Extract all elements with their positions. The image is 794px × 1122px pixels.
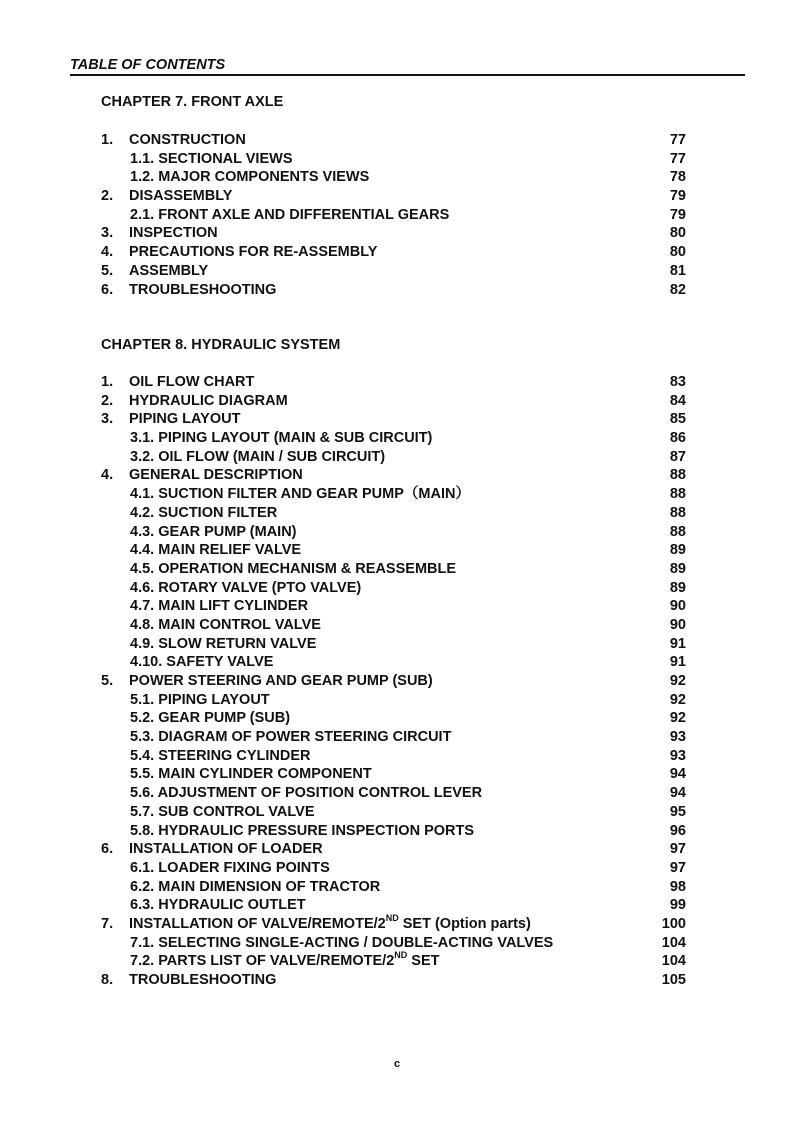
- toc-entry-page: 82: [669, 281, 686, 298]
- toc-entry-number: 8.: [101, 972, 114, 988]
- toc-entry-page: 94: [669, 766, 686, 783]
- toc-entry-title-text: 4.8. MAIN CONTROL VALVE: [130, 616, 321, 633]
- toc-entry[interactable]: [101, 616, 686, 635]
- toc-entry-title-text: 5.2. GEAR PUMP (SUB): [130, 710, 291, 727]
- toc-entry[interactable]: [101, 915, 686, 934]
- toc-entry-page: 81: [669, 262, 686, 279]
- toc-entry[interactable]: [101, 560, 686, 579]
- toc-entry-title-text: 3.1. PIPING LAYOUT (MAIN & SUB CIRCUIT): [130, 430, 433, 447]
- toc-entry-number: 4.: [101, 244, 114, 261]
- toc-entry-superscript: ND: [394, 950, 408, 961]
- toc-entry-title-text: 5.3. DIAGRAM OF POWER STEERING CIRCUIT: [130, 729, 452, 746]
- toc-entry-number: 1.: [101, 132, 114, 148]
- toc-entry-title-text: 3.2. OIL FLOW (MAIN / SUB CIRCUIT): [130, 448, 386, 465]
- toc-entry[interactable]: [101, 653, 686, 672]
- toc-entry-page: 88: [669, 486, 686, 503]
- toc-entry-page: 80: [669, 225, 686, 242]
- toc-entry[interactable]: [101, 952, 686, 971]
- toc-entry-title-text: TROUBLESHOOTING: [129, 281, 277, 298]
- toc-entry-title: [129, 187, 232, 206]
- toc-entry-title: [130, 728, 451, 747]
- toc-entry-page: 97: [669, 841, 686, 858]
- toc-entry[interactable]: [101, 765, 686, 784]
- toc-entry[interactable]: [101, 150, 686, 169]
- toc-entry-page: 99: [669, 897, 686, 914]
- toc-entry[interactable]: [101, 523, 686, 542]
- toc-entry-title: [129, 262, 208, 281]
- toc-entry-page: 89: [669, 542, 686, 559]
- toc-entry-page: 89: [669, 579, 686, 596]
- toc-entry[interactable]: [101, 206, 686, 225]
- toc-entry-title-text: INSTALLATION OF LOADER: [129, 841, 323, 858]
- toc-entry-title-text: 4.9. SLOW RETURN VALVE: [130, 635, 317, 652]
- toc-entry-title: [130, 429, 432, 448]
- toc-entry-page: 80: [669, 244, 686, 261]
- toc-entry-page: 104: [661, 953, 686, 970]
- toc-entry-title-text: 6.2. MAIN DIMENSION OF TRACTOR: [130, 878, 381, 895]
- chapter-8-toc: [101, 373, 686, 990]
- toc-entry[interactable]: [101, 597, 686, 616]
- toc-entry[interactable]: [101, 691, 686, 710]
- toc-entry-title-text: INSTALLATION OF VALVE/REMOTE/2: [129, 915, 386, 932]
- toc-entry-page: 94: [669, 785, 686, 802]
- toc-entry[interactable]: [101, 840, 686, 859]
- toc-entry-page: 77: [669, 132, 686, 148]
- toc-entry-title-text: 4.5. OPERATION MECHANISM & REASSEMBLE: [130, 560, 457, 577]
- toc-entry-title-text: 4.2. SUCTION FILTER: [130, 504, 278, 521]
- toc-entry-page: 87: [669, 448, 686, 465]
- toc-entry-page: 78: [669, 169, 686, 186]
- toc-entry-number: 3.: [101, 411, 114, 428]
- toc-entry-title-text: CONSTRUCTION: [129, 132, 246, 148]
- toc-entry-title-text: GENERAL DESCRIPTION: [129, 467, 303, 484]
- toc-entry-title: [130, 541, 301, 560]
- toc-entry-title: [130, 691, 270, 710]
- toc-entry[interactable]: [101, 448, 686, 467]
- toc-entry[interactable]: [101, 262, 686, 281]
- toc-entry-title-text: 1.2. MAJOR COMPONENTS VIEWS: [130, 169, 370, 186]
- toc-entry[interactable]: [101, 373, 686, 392]
- toc-entry-page: 100: [661, 915, 686, 932]
- toc-entry-page: 79: [669, 206, 686, 223]
- toc-entry[interactable]: [101, 971, 686, 990]
- toc-entry-title: [129, 840, 323, 859]
- toc-entry-title: [130, 150, 293, 169]
- toc-entry-title-text: 5.4. STEERING CYLINDER: [130, 747, 311, 764]
- toc-entry-title: [130, 485, 470, 504]
- toc-entry-title: [130, 653, 273, 672]
- toc-entry-title-text: 7.1. SELECTING SINGLE-ACTING / DOUBLE-ACTING VALVES: [130, 934, 554, 951]
- toc-entry-title-text: PIPING LAYOUT: [129, 411, 241, 428]
- toc-entry-title: [130, 560, 456, 579]
- toc-entry-page: 96: [669, 822, 686, 839]
- toc-entry-title-text: 4.7. MAIN LIFT CYLINDER: [130, 598, 309, 615]
- toc-entry-title: [129, 224, 218, 243]
- toc-entry-title: [130, 822, 474, 841]
- toc-entry[interactable]: [101, 579, 686, 598]
- toc-entry-title: [129, 373, 254, 392]
- toc-entry-title: [129, 131, 246, 150]
- toc-entry-page: 105: [661, 972, 686, 988]
- page-number: c: [393, 1058, 401, 1070]
- toc-entry-page: 85: [669, 411, 686, 428]
- toc-entry[interactable]: [101, 635, 686, 654]
- toc-entry-title: [130, 523, 297, 542]
- toc-entry-title-text: HYDRAULIC DIAGRAM: [129, 392, 288, 409]
- toc-entry-title-text: TROUBLESHOOTING: [129, 972, 277, 988]
- toc-entry-page: 86: [669, 430, 686, 447]
- toc-entry-number: 1.: [101, 374, 114, 390]
- toc-entry[interactable]: [101, 747, 686, 766]
- toc-entry[interactable]: [101, 784, 686, 803]
- toc-entry-superscript: ND: [385, 913, 399, 924]
- chapter-8-heading: CHAPTER 8. HYDRAULIC SYSTEM: [101, 337, 341, 353]
- toc-entry[interactable]: [101, 485, 686, 504]
- toc-entry[interactable]: [101, 429, 686, 448]
- toc-entry-number: 5.: [101, 262, 114, 279]
- toc-entry[interactable]: [101, 878, 686, 897]
- toc-entry[interactable]: [101, 392, 686, 411]
- toc-entry-title: [130, 803, 315, 822]
- toc-entry-title: [130, 859, 330, 878]
- toc-entry-page: 98: [669, 878, 686, 895]
- toc-entry-page: 88: [669, 504, 686, 521]
- toc-entry[interactable]: [101, 243, 686, 262]
- toc-header: [70, 56, 745, 76]
- toc-entry[interactable]: [101, 466, 686, 485]
- toc-entry-title: [129, 672, 433, 691]
- toc-entry-title: [130, 504, 277, 523]
- toc-entry-title: [129, 466, 303, 485]
- toc-entry-title: [129, 392, 288, 411]
- chapter-7-heading: CHAPTER 7. FRONT AXLE: [101, 94, 284, 110]
- toc-entry-page: 84: [669, 392, 686, 409]
- toc-entry[interactable]: [101, 224, 686, 243]
- toc-entry[interactable]: [101, 709, 686, 728]
- toc-entry-title-text: ASSEMBLY: [129, 262, 209, 279]
- toc-entry-page: 88: [669, 523, 686, 540]
- toc-entry[interactable]: [101, 672, 686, 691]
- toc-entry-title: [130, 448, 385, 467]
- toc-entry-page: 95: [669, 803, 686, 820]
- toc-entry-title-suffix: SET: [407, 953, 440, 970]
- toc-entry[interactable]: [101, 728, 686, 747]
- toc-entry-title: [130, 597, 308, 616]
- toc-entry-title: [130, 896, 306, 915]
- toc-entry[interactable]: [101, 187, 686, 206]
- toc-entry-title-text: INSPECTION: [129, 225, 218, 242]
- toc-entry[interactable]: [101, 281, 686, 300]
- toc-entry-number: 4.: [101, 467, 114, 484]
- toc-entry-number: 7.: [101, 915, 114, 932]
- toc-entry-title-text: PRECAUTIONS FOR RE-ASSEMBLY: [129, 244, 378, 261]
- toc-entry-title: [130, 765, 372, 784]
- toc-entry-title: [130, 579, 361, 598]
- toc-entry-page: 104: [661, 934, 686, 951]
- toc-entry-page: 89: [669, 560, 686, 577]
- toc-entry-title-text: 5.7. SUB CONTROL VALVE: [130, 803, 315, 820]
- toc-entry-title: [130, 709, 290, 728]
- toc-entry-title: [130, 934, 553, 953]
- toc-entry-page: 91: [669, 654, 686, 671]
- toc-entry[interactable]: [101, 822, 686, 841]
- toc-entry[interactable]: [101, 504, 686, 523]
- toc-entry[interactable]: [101, 410, 686, 429]
- toc-entry-page: 92: [669, 673, 686, 689]
- toc-entry-title-text: 5.6. ADJUSTMENT OF POSITION CONTROL LEVER: [130, 785, 483, 802]
- toc-entry-page: 92: [669, 691, 686, 708]
- toc-entry[interactable]: [101, 131, 686, 150]
- toc-entry-page: 92: [669, 710, 686, 727]
- toc-entry-title: [129, 243, 377, 262]
- toc-entry-title-text: OIL FLOW CHART: [129, 374, 255, 390]
- toc-entry-number: 2.: [101, 188, 114, 205]
- chapter-7-toc: [101, 131, 686, 299]
- toc-entry-title-text: 4.1. SUCTION FILTER AND GEAR PUMP（MAIN）: [130, 486, 470, 503]
- toc-entry[interactable]: [101, 541, 686, 560]
- toc-entry-page: 93: [669, 747, 686, 764]
- toc-entry-page: 88: [669, 467, 686, 484]
- toc-entry-title-text: 4.10. SAFETY VALVE: [130, 654, 274, 671]
- toc-entry[interactable]: [101, 168, 686, 187]
- toc-entry-title-text: 2.1. FRONT AXLE AND DIFFERENTIAL GEARS: [130, 206, 450, 223]
- toc-entry-title-text: 5.8. HYDRAULIC PRESSURE INSPECTION PORTS: [130, 822, 475, 839]
- toc-entry-title-suffix: SET (Option parts): [398, 915, 531, 932]
- toc-entry-title: [129, 410, 240, 429]
- toc-entry-title-text: 5.5. MAIN CYLINDER COMPONENT: [130, 766, 372, 783]
- toc-entry-title-text: 4.3. GEAR PUMP (MAIN): [130, 523, 297, 540]
- toc-entry-page: 93: [669, 729, 686, 746]
- toc-entry-title: [130, 878, 380, 897]
- toc-entry-title: [130, 168, 369, 187]
- toc-entry-title-text: POWER STEERING AND GEAR PUMP (SUB): [129, 673, 433, 689]
- page-title: TABLE OF CONTENTS: [70, 57, 226, 73]
- toc-entry-title: [130, 747, 310, 766]
- toc-entry-title: [130, 206, 449, 225]
- toc-entry-page: 97: [669, 859, 686, 876]
- toc-entry-title-text: 4.6. ROTARY VALVE (PTO VALVE): [130, 579, 362, 596]
- toc-entry[interactable]: [101, 859, 686, 878]
- toc-entry-title: [130, 952, 440, 971]
- toc-entry-title: [130, 635, 316, 654]
- toc-entry-number: 5.: [101, 673, 114, 689]
- toc-entry-title-text: 6.3. HYDRAULIC OUTLET: [130, 897, 306, 914]
- toc-entry-title: [129, 281, 276, 300]
- toc-entry[interactable]: [101, 803, 686, 822]
- toc-entry-number: 2.: [101, 392, 114, 409]
- toc-entry-number: 3.: [101, 225, 114, 242]
- toc-entry-title-text: 1.1. SECTIONAL VIEWS: [130, 150, 293, 167]
- toc-entry-title: [129, 971, 276, 990]
- toc-entry-title: [130, 784, 482, 803]
- toc-entry-page: 77: [669, 150, 686, 167]
- toc-entry-page: 90: [669, 616, 686, 633]
- toc-entry-page: 91: [669, 635, 686, 652]
- toc-entry-page: 79: [669, 188, 686, 205]
- toc-entry-title-text: 6.1. LOADER FIXING POINTS: [130, 859, 330, 876]
- toc-entry-page: 83: [669, 374, 686, 390]
- toc-entry-title: [130, 616, 321, 635]
- toc-entry-title-text: 5.1. PIPING LAYOUT: [130, 691, 270, 708]
- toc-entry-number: 6.: [101, 281, 114, 298]
- toc-entry-title-text: 4.4. MAIN RELIEF VALVE: [130, 542, 302, 559]
- toc-entry-title: [129, 915, 531, 934]
- toc-entry-title-text: 7.2. PARTS LIST OF VALVE/REMOTE/2: [130, 953, 395, 970]
- toc-entry-title-text: DISASSEMBLY: [129, 188, 233, 205]
- toc-entry-number: 6.: [101, 841, 114, 858]
- toc-entry-page: 90: [669, 598, 686, 615]
